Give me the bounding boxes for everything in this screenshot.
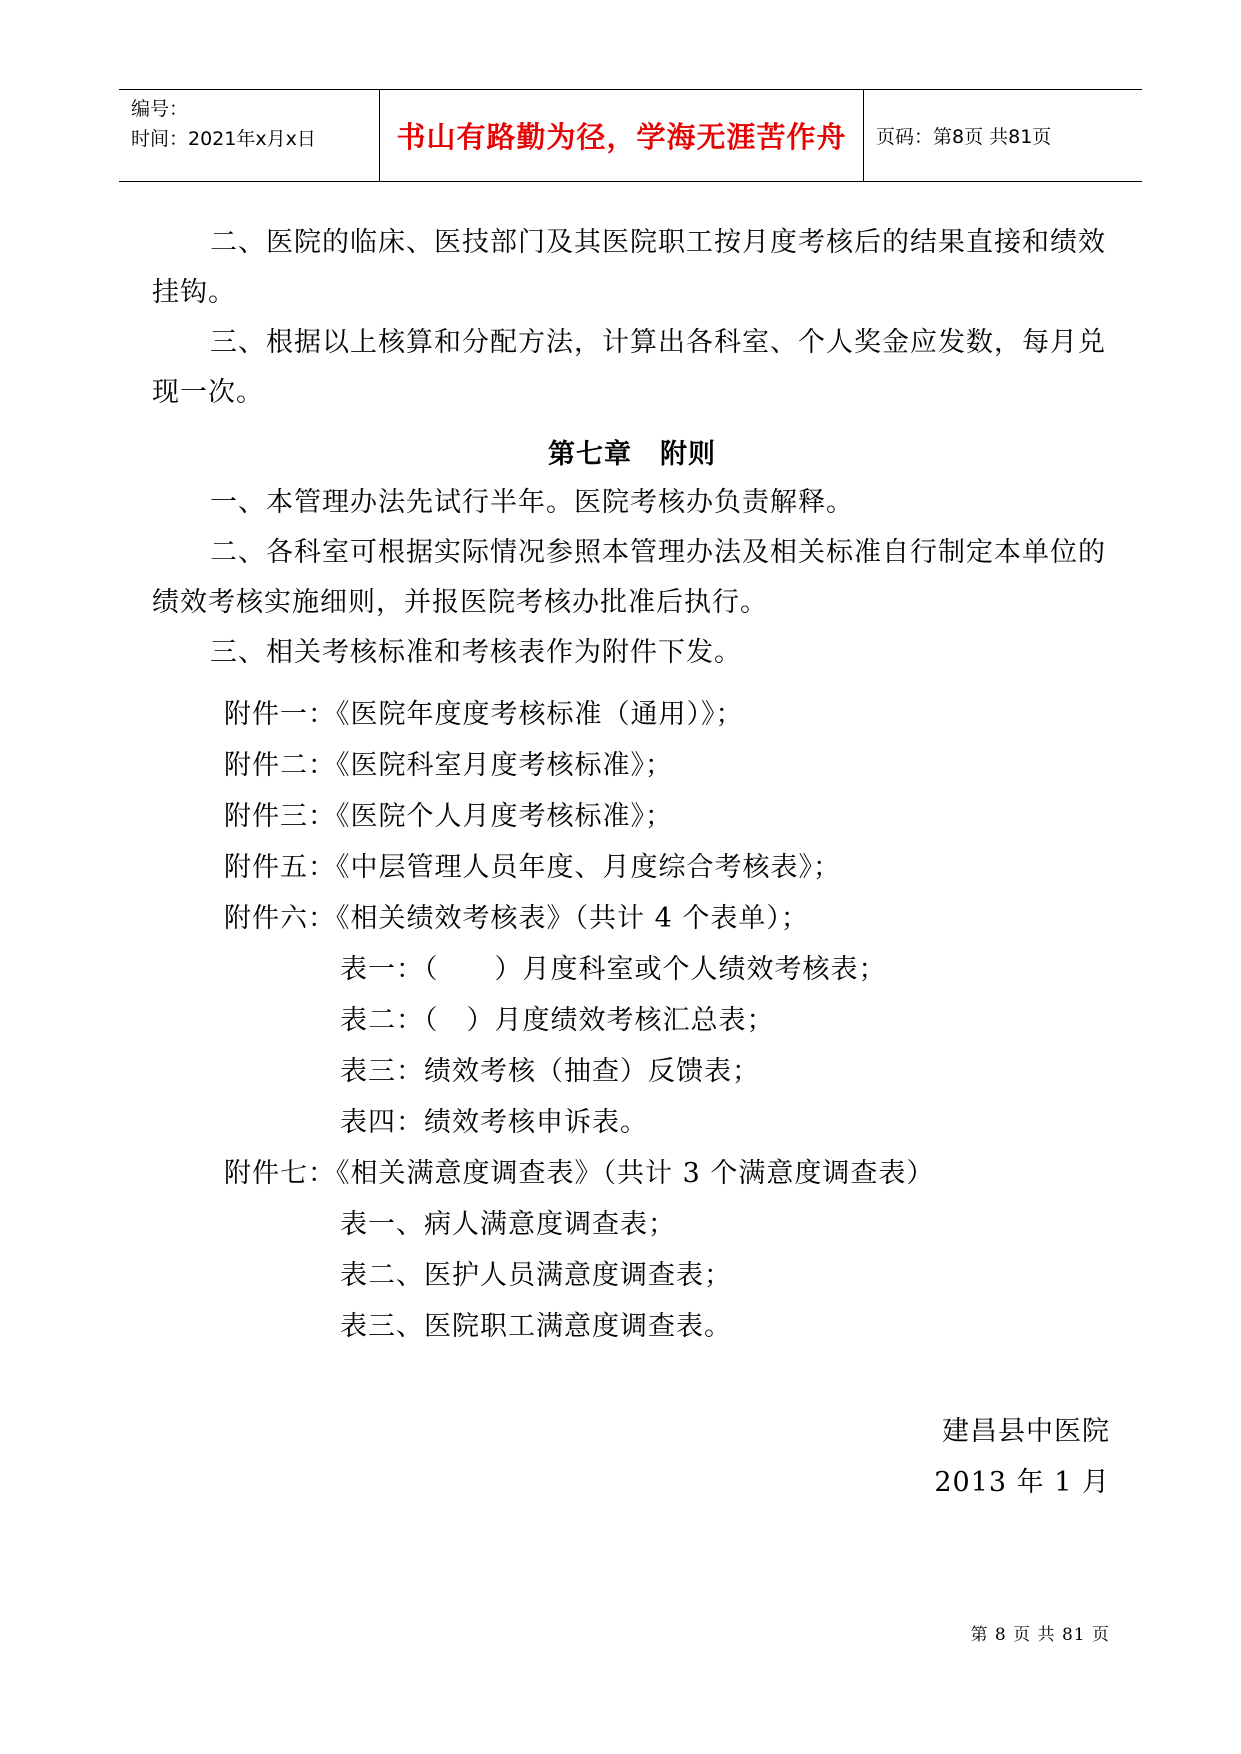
attachment-6-table-1: 表一：（ ）月度科室或个人绩效考核表； [340, 954, 887, 985]
attachment-1: 附件一：《医院年度度考核标准（通用）》； [224, 699, 744, 730]
attachment-7-table-1: 表一、病人满意度调查表； [340, 1209, 676, 1240]
attachment-6-table-2: 表二：（ ）月度绩效考核汇总表； [340, 1005, 775, 1036]
header-time-label: 时间：2021年x月x日 [131, 128, 316, 150]
chapter-title: 第七章 附则 [548, 439, 716, 470]
signature-organization: 建昌县中医院 [942, 1416, 1110, 1447]
paragraph-3-distribution: 三、根据以上核算和分配方法，计算出各科室、个人奖金应发数，每月兑现一次。 [152, 327, 1106, 408]
header-number-label: 编号： [131, 98, 189, 120]
attachment-7: 附件七：《相关满意度调查表》（共计 3 个满意度调查表） [224, 1158, 935, 1189]
paragraph-attachments-intro: 三、相关考核标准和考核表作为附件下发。 [210, 637, 742, 668]
attachment-6: 附件六：《相关绩效考核表》（共计 4 个表单）； [224, 903, 809, 934]
header-meta [119, 90, 379, 181]
signature-date: 2013 年 1 月 [934, 1467, 1110, 1498]
attachment-6-table-4: 表四：绩效考核申诉表。 [340, 1107, 648, 1138]
paragraph-trial-period: 一、本管理办法先试行半年。医院考核办负责解释。 [210, 487, 854, 518]
page-footer: 第 8 页 共 81 页 [970, 1625, 1110, 1645]
header-slogan: 书山有路勤为径，学海无涯苦作舟 [379, 90, 864, 181]
attachment-6-table-3: 表三：绩效考核（抽查）反馈表； [340, 1056, 760, 1087]
paragraph-department-rules: 二、各科室可根据实际情况参照本管理办法及相关标准自行制定本单位的绩效考核实施细则，并报医院考核办批准后执行。 [152, 537, 1106, 618]
attachment-7-table-2: 表二、医护人员满意度调查表； [340, 1260, 732, 1291]
attachment-5: 附件五：《中层管理人员年度、月度综合考核表》； [224, 852, 841, 883]
attachment-7-table-3: 表三、医院职工满意度调查表。 [340, 1311, 732, 1342]
attachment-2: 附件二：《医院科室月度考核标准》； [224, 750, 673, 781]
attachment-3: 附件三：《医院个人月度考核标准》； [224, 801, 673, 832]
header-page-info: 页码：第8页 共81页 [876, 126, 1052, 148]
page-header [119, 89, 1142, 182]
paragraph-2-linking: 二、医院的临床、医技部门及其医院职工按月度考核后的结果直接和绩效挂钩。 [152, 227, 1106, 308]
